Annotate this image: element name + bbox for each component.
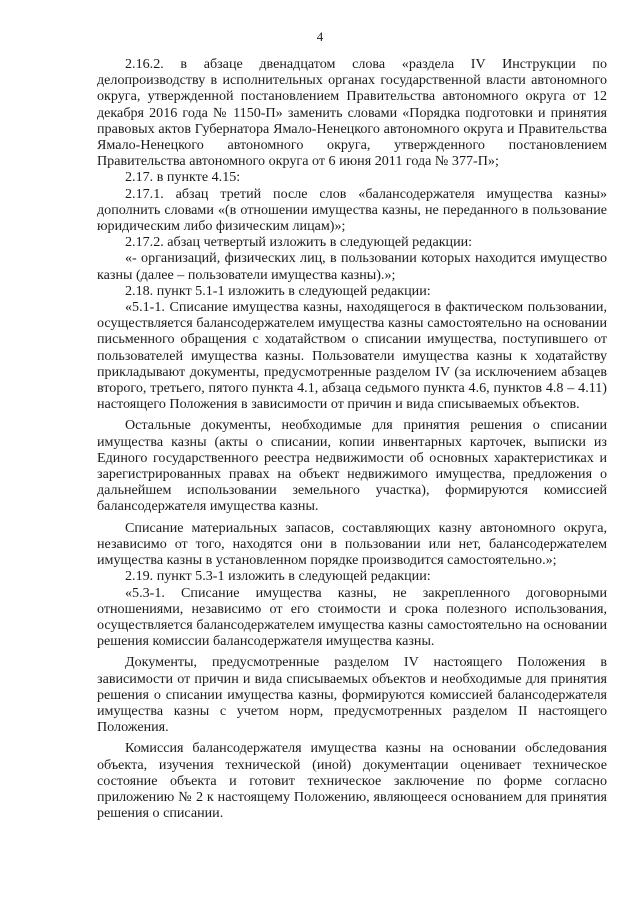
paragraph-documents-section-iv: Документы, предусмотренные разделом IV настоящего Положения в зависимости от причин и вида списываемых объектов и необходимые для принятия решения о списании имущества казны, формируются комиссией балансодержателя имущества казны с учетом норм, предусмотренных разделом II настоящего Положения.: [97, 654, 607, 736]
paragraph-2-19: 2.19. пункт 5.3-1 изложить в следующей редакции:: [125, 568, 431, 585]
document-body: [97, 56, 607, 821]
paragraph-5-1-1: «5.1-1. Списание имущества казны, находящегося в фактическом пользовании, осуществляется балансодержателем имущества казны самостоятельно на основании письменного обращения с ходатайством о списании имущества, поступившего от пользователей имущества казны. Пользователи имущества казны к ходатайству прикладывают документы, предусмотренные разделом IV (за исключением абзацев второго, третьего, пятого пункта 4.1, абзаца седьмого пункта 4.6, пунктов 4.8 – 4.11) настоящего Положения в зависимости от причин и вида списываемых объектов.: [97, 299, 607, 413]
paragraph-2-17: 2.17. в пункте 4.15:: [125, 169, 241, 186]
paragraph-2-16-2: 2.16.2. в абзаце двенадцатом слова «раздела IV Инструкции по делопроизводству в исполнительных органах государственной власти автономного округа, утвержденной постановлением Правительства автономного округа от 12 декабря 2016 года № 1150-П» заменить словами «Порядка подготовки и принятия правовых актов Губернатора Ямало-Ненецкого автономного округа и Правительства Ямало-Ненецкого автономного округа, утвержденного постановлением Правительства автономного округа от 6 июня 2011 года № 377-П»;: [97, 56, 607, 170]
paragraph-quote-organizations: «- организаций, физических лиц, в пользовании которых находится имущество казны (далее – пользователи имущества казны).»;: [97, 250, 607, 283]
page-number: 4: [316, 29, 324, 44]
paragraph-2-17-2: 2.17.2. абзац четвертый изложить в следующей редакции:: [125, 234, 473, 251]
paragraph-material-stocks: Списание материальных запасов, составляющих казну автономного округа, независимо от того, находятся они в пользовании или нет, балансодержателем имущества казны в установленном порядке производится самостоятельно.»;: [97, 519, 607, 569]
paragraph-2-17-1: 2.17.1. абзац третий после слов «балансодержателя имущества казны» дополнить словами «(в отношении имущества казны, не переданного в пользование юридическим либо физическим лицам)»;: [97, 185, 607, 235]
paragraph-2-18: 2.18. пункт 5.1-1 изложить в следующей редакции:: [125, 282, 431, 299]
paragraph-5-3-1: «5.3-1. Списание имущества казны, не закрепленного договорными отношениями, независимо от его стоимости и срока полезного использования, осуществляется балансодержателем имущества казны самостоятельно на основании решения комиссии балансодержателя имущества казны.: [97, 584, 607, 650]
paragraph-other-documents: Остальные документы, необходимые для принятия решения о списании имущества казны (акты о списании, копии инвентарных карточек, выписки из Единого государственного реестра недвижимости об основных характеристиках и зарегистрированных правах на объект недвижимого имущества, предложения о дальнейшем использовании земельного участка), формируются комиссией балансодержателя имущества казны.: [97, 417, 607, 515]
paragraph-commission: Комиссия балансодержателя имущества казны на основании обследования объекта, изучения технической (иной) документации оценивает техническое состояние объекта и готовит техническое заключение по форме согласно приложению № 2 к настоящему Положению, являющееся основанием для принятия решения о списании.: [97, 740, 607, 822]
